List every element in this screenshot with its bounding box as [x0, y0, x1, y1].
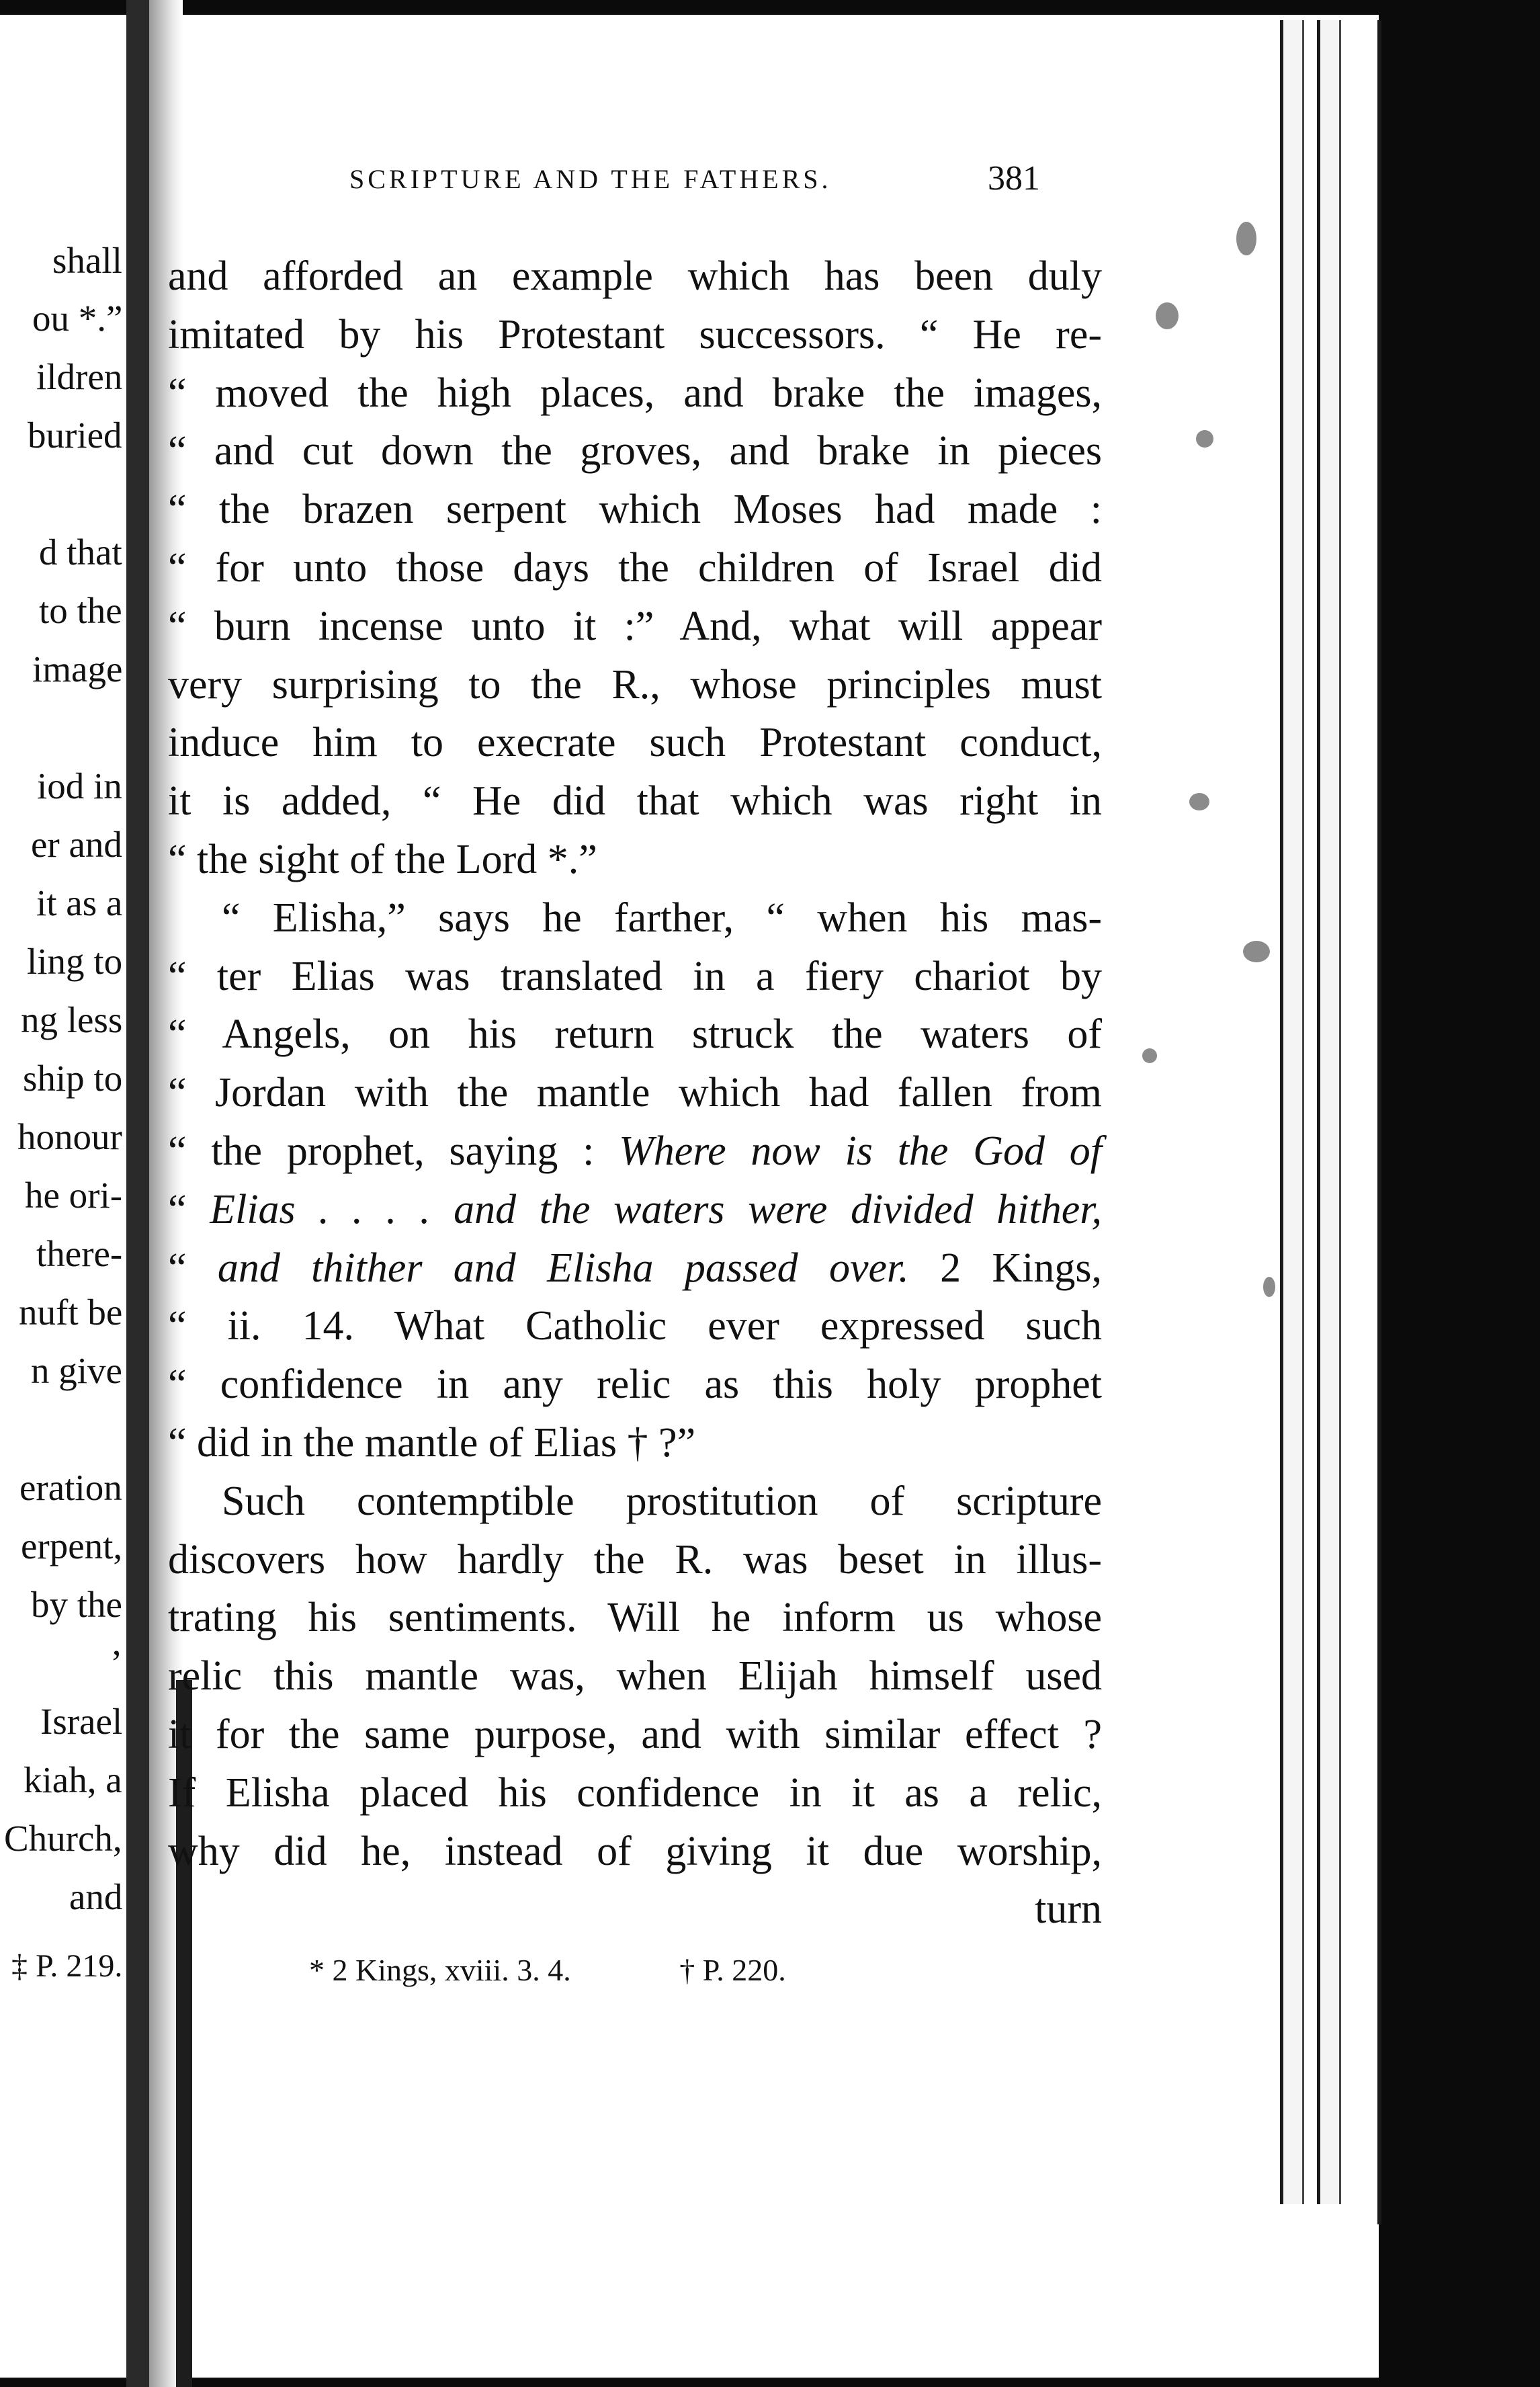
text-line: “ the brazen serpent which Moses had made : [168, 487, 1102, 533]
text-line: “ for unto those days the children of Israel did [168, 544, 1102, 591]
left-fragment-line: it as a [36, 882, 122, 923]
text-line: “ Jordan with the mantle which had fallen from [168, 1070, 1102, 1116]
text-line: it is added, “ He did that which was right in [168, 778, 1102, 825]
left-fragment-line: ng less [21, 999, 122, 1040]
text-line: “ did in the mantle of Elias † ?” [168, 1419, 696, 1466]
left-fragment-line: by the [31, 1584, 122, 1625]
left-fragment-line: nuft be [19, 1292, 122, 1333]
left-fragment-line: to the [39, 590, 122, 631]
left-fragment-line: eration [19, 1467, 122, 1508]
text-line: imitated by his Protestant successors. “ He re- [168, 311, 1102, 358]
text-line: why did he, instead of giving it due worship, [168, 1828, 1102, 1874]
text-line: induce him to execrate such Protestant conduct, [168, 720, 1102, 766]
left-fragment-line: iod in [37, 765, 122, 806]
text-line: it for the same purpose, and with similar effect ? [168, 1711, 1102, 1757]
text-line: relic this mantle was, when Elijah himself used [168, 1653, 1102, 1700]
left-fragment-line: kiah, a [24, 1759, 122, 1800]
left-fragment-line: buried [28, 415, 122, 456]
quote-mark: “ [168, 1186, 187, 1232]
text-line [168, 1181, 1102, 1239]
catchword: turn [1035, 1886, 1102, 1933]
left-fragment-line: erpent, [21, 1525, 122, 1566]
left-fragment-line: and [69, 1876, 122, 1917]
text-line: and afforded an example which has been duly [168, 253, 1102, 299]
left-fragment-line: ’ [110, 1642, 122, 1683]
italic-quote: and thither and Elisha passed over. [217, 1245, 909, 1291]
text-line [168, 1239, 1102, 1298]
text-line: “ moved the high places, and brake the images, [168, 370, 1102, 416]
text-line: “ ter Elias was translated in a fiery chariot by [168, 953, 1102, 999]
text-line: “ Elisha,” says he farther, “ when his mas- [222, 894, 1102, 941]
page-edge [1317, 20, 1341, 2204]
scan-speck [1243, 941, 1270, 962]
footnote-2: † P. 220. [679, 1953, 786, 1987]
text-line: “ the sight of the Lord *.” [168, 836, 597, 882]
page-number: 381 [988, 159, 1040, 198]
page-edge [1280, 20, 1304, 2204]
text-segment: 2 Kings, [940, 1245, 1103, 1291]
scan-speck [1142, 1048, 1157, 1063]
text-line: trating his sentiments. Will he inform us whose [168, 1595, 1102, 1641]
left-fragment-line: Church, [4, 1818, 122, 1859]
book-gutter [126, 0, 149, 2387]
text-line: “ burn incense unto it :” And, what will appear [168, 603, 1102, 649]
italic-quote: Elias . . . . and the waters were divided hither, [210, 1186, 1103, 1232]
left-page-fragment [0, 0, 122, 2387]
text-line: If Elisha placed his confidence in it as a relic, [168, 1769, 1102, 1816]
scan-speck [1196, 430, 1213, 448]
left-fragment-line: Israel [40, 1701, 122, 1742]
footnote-1: * 2 Kings, xviii. 3. 4. [309, 1953, 571, 1987]
left-fragment-line: ling to [27, 941, 122, 982]
left-fragment-line: er and [31, 824, 122, 865]
left-fragment-line: image [32, 648, 122, 689]
scan-speck [1236, 222, 1256, 255]
text-line: “ ii. 14. What Catholic ever expressed such [168, 1303, 1102, 1349]
text-line: very surprising to the R., whose principles must [168, 661, 1102, 708]
left-fragment-footnote: ‡ P. 219. [11, 1948, 122, 1984]
italic-quote: Where now is the God of [619, 1128, 1102, 1174]
left-fragment-line: honour [17, 1116, 122, 1157]
text-line: discovers how hardly the R. was beset in illus- [168, 1536, 1102, 1583]
scan-speck [1189, 793, 1209, 810]
scan-speck [1263, 1277, 1275, 1297]
text-segment: “ the prophet, saying : [168, 1128, 595, 1174]
quote-mark: “ [168, 1245, 187, 1291]
scan-speck [1156, 302, 1179, 329]
left-fragment-line: ship to [23, 1058, 122, 1099]
text-line: “ Angels, on his return struck the waters of [168, 1011, 1102, 1058]
left-fragment-line: he ori- [25, 1175, 122, 1216]
text-line: “ confidence in any relic as this holy prophet [168, 1362, 1102, 1408]
text-line: Such contemptible prostitution of scripture [222, 1478, 1102, 1524]
text-line: “ and cut down the groves, and brake in pieces [168, 428, 1102, 474]
page-edge-strip [1344, 20, 1381, 2224]
left-fragment-line: d that [39, 532, 122, 573]
footnotes [309, 1952, 786, 1988]
body-text [168, 247, 1102, 1939]
text-line [168, 1122, 1102, 1181]
scan-border-right [1379, 0, 1540, 2387]
left-fragment-line: n give [31, 1350, 122, 1391]
left-fragment-line: ou *.” [32, 298, 122, 339]
running-head: SCRIPTURE AND THE FATHERS. [349, 164, 832, 194]
scan-border-bottom [0, 2378, 1540, 2387]
left-fragment-line: ildren [36, 356, 122, 397]
scan-border-top [0, 0, 1540, 15]
left-fragment-line: there- [36, 1233, 122, 1274]
left-fragment-line: shall [52, 240, 122, 281]
